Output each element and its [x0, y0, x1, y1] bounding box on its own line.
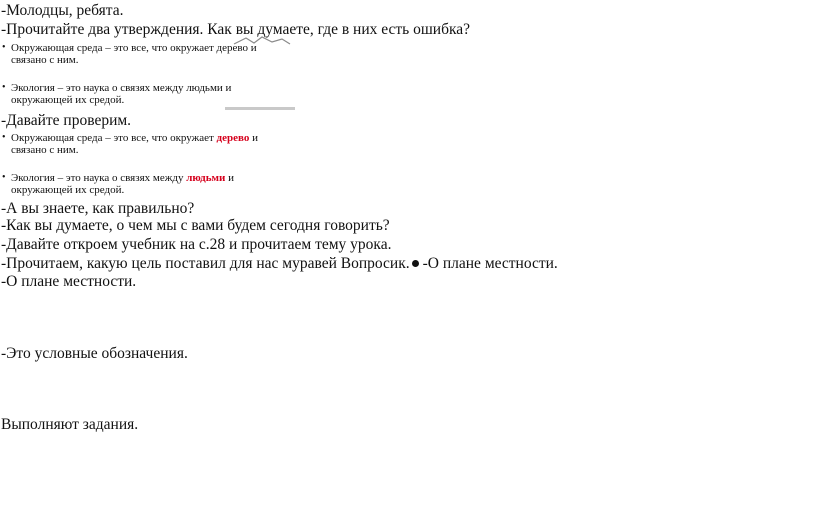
- text-line-7: [1, 255, 558, 273]
- bullet-icon: •: [2, 132, 6, 143]
- statement-2-checked-line-1: Экология – это наука о связях между людьми и: [11, 172, 235, 184]
- text-line-10: Выполняют задания.: [1, 416, 139, 433]
- highlighted-word-1: дерево: [216, 132, 250, 144]
- statement-1-checked: [2, 132, 292, 156]
- bullet-icon: •: [2, 82, 6, 93]
- decorative-smudge: [232, 34, 292, 48]
- highlighted-word-2: людьми: [186, 172, 226, 184]
- bullet-icon: •: [2, 172, 6, 183]
- statements-box-2: [2, 132, 292, 196]
- bullet-icon: •: [2, 42, 6, 53]
- text-line-4: -А вы знаете, как правильно?: [1, 200, 195, 217]
- statement-2-checked-line-2: окружающей их средой.: [11, 184, 125, 196]
- text-line-5: -Как вы думаете, о чем мы с вами будем сегодня говорить?: [1, 217, 390, 234]
- statements-box-1: [2, 42, 292, 106]
- statement-1-checked-line-1: Окружающая среда – это все, что окружает дерево и: [11, 132, 258, 144]
- text-line-3: -Давайте проверим.: [1, 112, 132, 129]
- text-line-6: -Давайте откроем учебник на с.28 и прочитаем тему урока.: [1, 236, 392, 253]
- statement-2: [2, 82, 292, 106]
- statement-2-line-1: Экология – это наука о связях между людьми и: [11, 82, 232, 94]
- statement-1-line-1: Окружающая среда – это все, что окружает дерево и: [11, 42, 257, 54]
- decorative-smudge: [225, 106, 295, 112]
- text-line-7-part-1: -Прочитаем, какую цель поставил для нас муравей Вопросик.: [1, 255, 410, 272]
- statement-1-line-2: связано с ним.: [11, 54, 79, 66]
- text-line-8: -О плане местности.: [1, 273, 137, 290]
- text-line-9: -Это условные обозначения.: [1, 345, 188, 362]
- text-line-2: -Прочитайте два утверждения. Как вы думаете, где в них есть ошибка?: [1, 21, 471, 38]
- statement-2-line-2: окружающей их средой.: [11, 94, 125, 106]
- text-line-1: -Молодцы, ребята.: [1, 2, 124, 19]
- statement-1-checked-line-2: связано с ним.: [11, 144, 79, 156]
- text-line-7-part-2: -О плане местности.: [422, 255, 558, 272]
- statement-2-checked: [2, 172, 292, 196]
- bullet-dot-icon: [412, 260, 419, 267]
